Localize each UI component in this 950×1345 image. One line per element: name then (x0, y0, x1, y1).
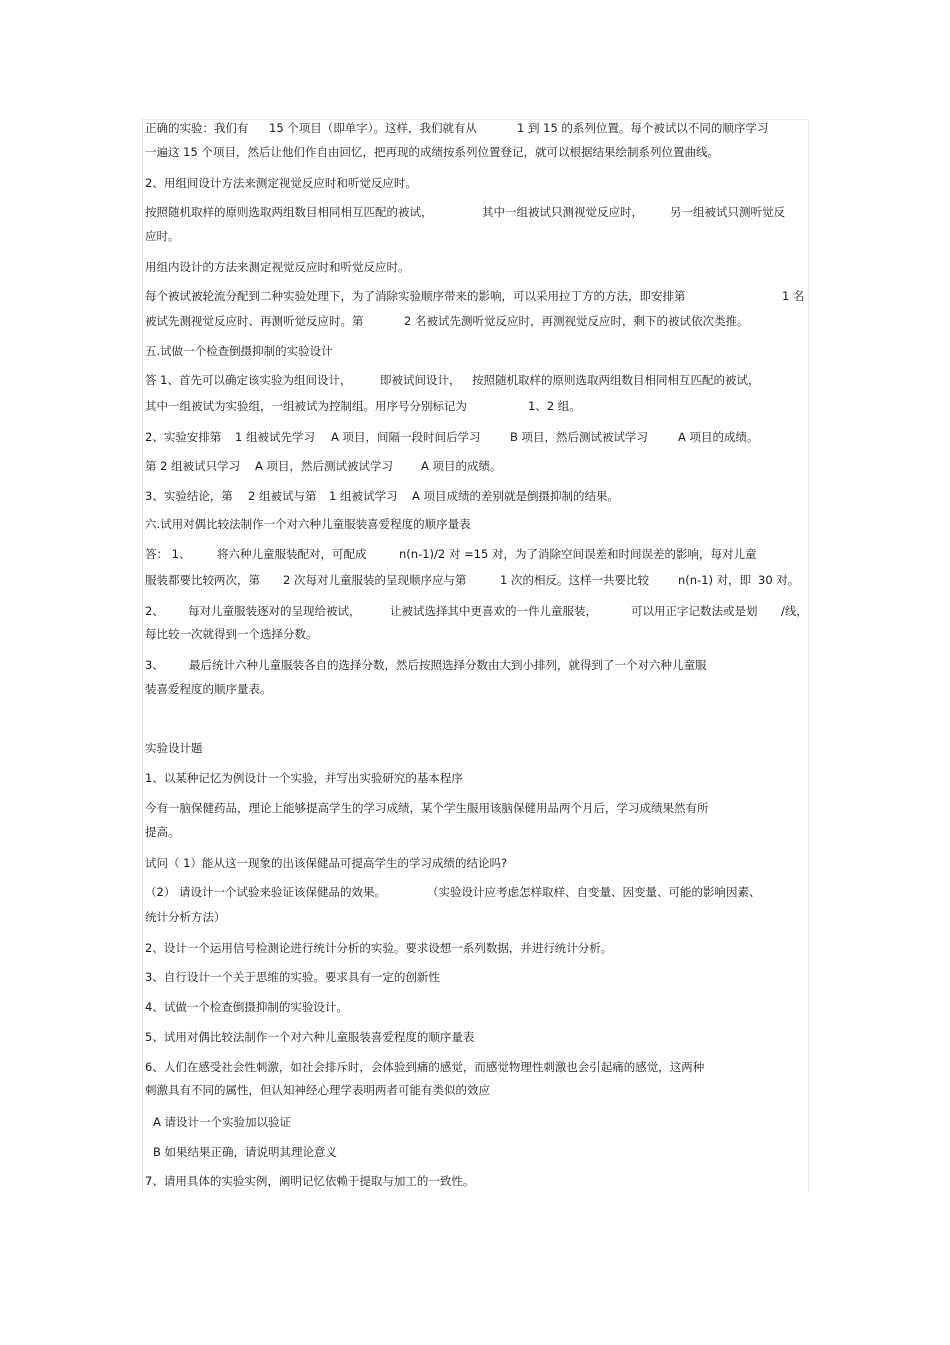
text-segment: 正确的实验：我们有 (145, 121, 249, 135)
text-segment: /线， (781, 604, 808, 618)
text-segment: 2、实验安排第 (145, 430, 222, 444)
text-segment: 4、试做一个检查倒摄抑制的实验设计。 (145, 1000, 348, 1014)
text-segment: 2 组被试与第 (248, 489, 317, 503)
text-segment: 6、人们在感受社会性刺激，如社会排斥时，会体验到痛的感觉，而感觉物理性刺激也会引起痛的感觉，这两种 (145, 1060, 705, 1074)
text-segment: 每个被试被轮流分配到二种实验处理下，为了消除实验顺序带来的影响，可以采用拉丁方的方法，即安排第 (145, 289, 686, 303)
text-segment: 15 个项目（即单字）。这样，我们就有从 (269, 121, 478, 135)
text-segment: A 项目的成绩。 (421, 459, 502, 473)
text-segment: 让被试选择其中更喜欢的一件儿童服装， (390, 604, 597, 618)
text-segment: 5、试用对偶比较法制作一个对六种儿童服装喜爱程度的顺序量表 (145, 1030, 475, 1044)
text-segment: 3、 (145, 658, 164, 672)
text-segment: 30 对。 (758, 573, 800, 587)
text-segment: 2、用组间设计方法来测定视觉反应时和听觉反应时。 (145, 176, 417, 190)
text-segment: 1 组被试先学习 (235, 430, 315, 444)
text-segment: 2 次每对儿童服装的呈现顺序应与第 (283, 573, 467, 587)
text-segment: A 项目，然后测试被试学习 (255, 459, 394, 473)
text-segment: n(n-1)/2 对 =15 对，为了消除空间误差和时间误差的影响，每对儿童 (399, 547, 757, 561)
text-segment: 另一组被试只测听觉反 (670, 205, 785, 219)
text-segment: 1 名 (782, 289, 805, 303)
text-segment: 将六种儿童服装配对，可配成 (217, 547, 367, 561)
text-segment: （实验设计应考虑怎样取样、自变量、因变量、可能的影响因素、 (427, 885, 761, 899)
text-segment: 1 到 15 的系列位置。每个被试以不同的顺序学习 (517, 121, 769, 135)
text-segment: （2） 请设计一个试验来验证该保健品的效果。 (145, 885, 386, 899)
text-segment: 3、实验结论，第 (145, 489, 233, 503)
text-segment: 3、自行设计一个关于思维的实验。要求具有一定的创新性 (145, 970, 440, 984)
text-segment: 2、设计一个运用信号检测论进行统计分析的实验。要求设想一系列数据，并进行统计分析。 (145, 941, 613, 955)
text-segment: B 项目，然后测试被试学习 (510, 430, 649, 444)
text-segment: 按照随机取样的原则选取两组数目相同相互匹配的被试， (145, 205, 433, 219)
text-segment: 六.试用对偶比较法制作一个对六种儿童服装喜爱程度的顺序量表 (145, 517, 471, 531)
text-segment: 一遍这 15 个项目，然后让他们作自由回忆，把再现的成绩按系列位置登记，就可以根据结果绘制系列位置曲线。 (145, 145, 719, 159)
text-segment: 实验设计题 (145, 741, 203, 755)
text-segment: 答 1、首先可以确定该实验为组间设计， (145, 373, 352, 387)
text-segment: 应时。 (145, 229, 180, 243)
text-segment: 1、以某种记忆为例设计一个实验，并写出实验研究的基本程序 (145, 771, 463, 785)
text-segment: 最后统计六种儿童服装各自的选择分数，然后按照选择分数由大到小排列，就得到了一个对六种儿童服 (189, 658, 707, 672)
text-segment: 答： 1、 (145, 547, 191, 561)
text-segment: 第 2 组被试只学习 (145, 459, 241, 473)
text-segment: 刺激具有不同的属性，但认知神经心理学表明两者可能有类似的效应 (145, 1083, 490, 1097)
text-segment: 今有一脑保健药品，理论上能够提高学生的学习成绩，某个学生服用该脑保健用品两个月后，学习成绩果然有所 (145, 801, 709, 815)
text-segment: A 请设计一个实验加以验证 (153, 1115, 292, 1129)
text-segment: 1、2 组。 (528, 399, 581, 413)
text-segment: 1 组被试学习 (329, 489, 398, 503)
text-segment: 按照随机取样的原则选取两组数目相同相互匹配的被试， (472, 373, 760, 387)
text-segment: 2、 (145, 604, 164, 618)
text-segment: 2 名被试先测听觉反应时，再测视觉反应时，剩下的被试依次类推。 (404, 314, 749, 328)
text-segment: 服装都要比较两次，第 (145, 573, 260, 587)
text-segment: 用组内设计的方法来测定视觉反应时和听觉反应时。 (145, 260, 410, 274)
text-segment: 提高。 (145, 825, 180, 839)
text-segment: A 项目的成绩。 (678, 430, 759, 444)
text-segment: B 如果结果正确，请说明其理论意义 (153, 1145, 338, 1159)
text-segment: n(n-1) 对，即 (678, 573, 752, 587)
text-segment: 统计分析方法） (145, 910, 226, 924)
text-segment: 即被试间设计， (380, 373, 461, 387)
text-segment: 可以用正字记数法或是划 (631, 604, 758, 618)
text-segment: 其中一组被试只测视觉反应时， (482, 205, 643, 219)
text-segment: 其中一组被试为实验组，一组被试为控制组。用序号分别标记为 (145, 399, 467, 413)
text-segment: 五.试做一个检查倒摄抑制的实验设计 (145, 344, 333, 358)
text-segment: 被试先测视觉反应时、再测听觉反应时。第 (145, 314, 364, 328)
text-segment: A 项目，间隔一段时间后学习 (331, 430, 481, 444)
text-segment: A 项目成绩的差别就是倒摄抑制的结果。 (412, 489, 620, 503)
text-segment: 每比较一次就得到一个选择分数。 (145, 627, 318, 641)
text-segment: 装喜爱程度的顺序量表。 (145, 682, 272, 696)
text-segment: 试问（ 1）能从这一现象的出该保健品可提高学生的学习成绩的结论吗? (145, 856, 508, 870)
text-segment: 每对儿童服装逐对的呈现给被试， (188, 604, 361, 618)
text-segment: 1 次的相反。这样一共要比较 (500, 573, 649, 587)
text-segment: 7、请用具体的实验实例，阐明记忆依赖于提取与加工的一致性。 (145, 1174, 475, 1188)
